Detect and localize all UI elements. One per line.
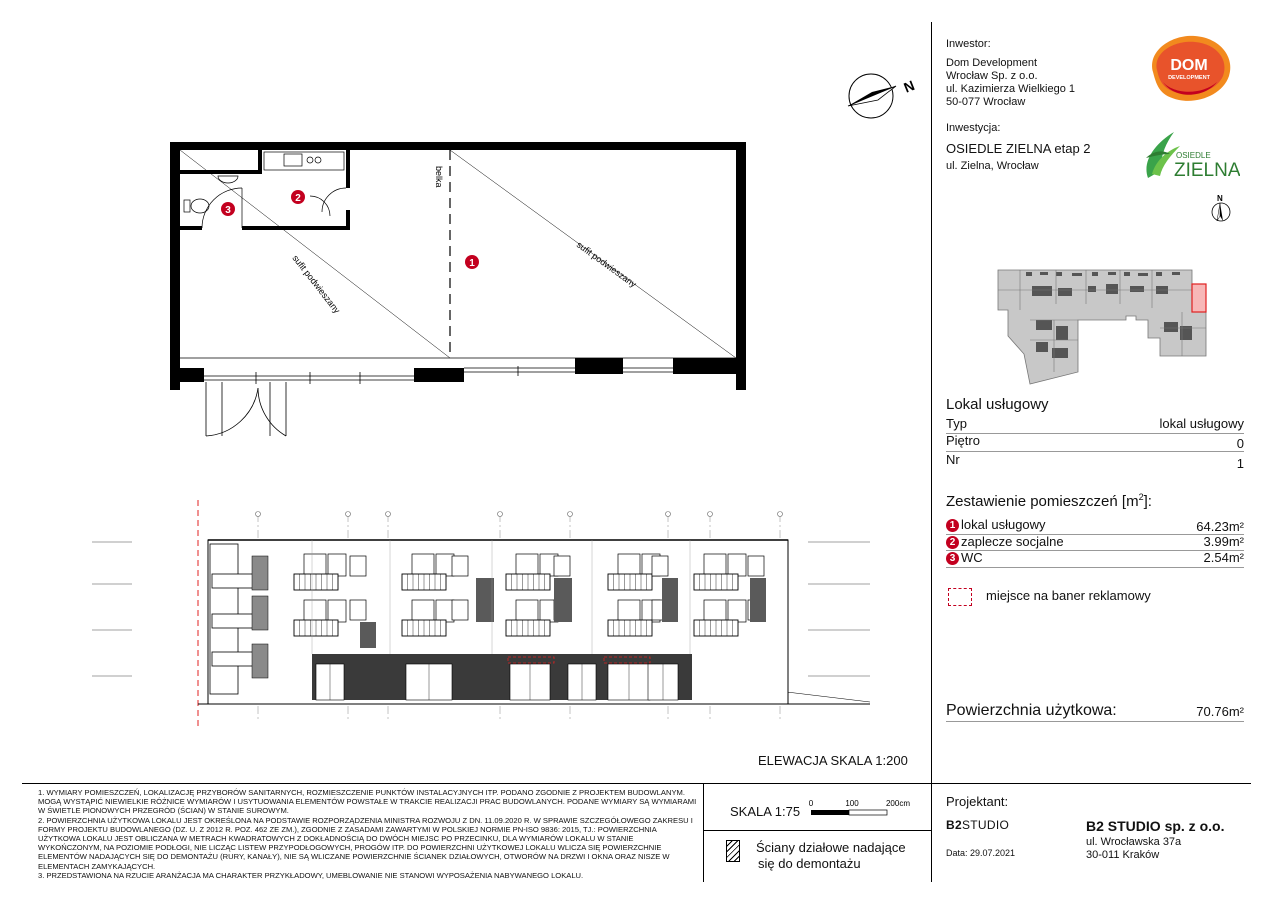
investor-line: 50-077 Wrocław xyxy=(946,96,1026,108)
elevation-drawing xyxy=(80,500,890,730)
investor-block xyxy=(946,38,1146,109)
note-item: 3. PRZEDSTAWIONA NA RZUCIE ARANŻACJA MA CHARAKTER PRZYKŁADOWY, UMEBLOWANIE NIE STANOWI WYPOSAŻENIA NABYWANEGO LOKALU. xyxy=(38,870,584,880)
room-name: WC xyxy=(961,550,983,565)
notes xyxy=(38,788,698,880)
svg-text:100: 100 xyxy=(845,799,859,808)
elevation-dark-panel xyxy=(554,578,572,622)
svg-text:200cm: 200cm xyxy=(885,799,911,808)
unit-row-label: Nr xyxy=(946,452,960,467)
unit-row-number xyxy=(946,452,1244,469)
elevation-window xyxy=(704,554,726,576)
elevation-side-balcony xyxy=(212,614,256,628)
note-item: 1. WYMIARY POMIESZCZEŃ, LOKALIZACJĘ PRZYBORÓW SANITARNYCH, ROZMIESZCZENIE PUNKTÓW INSTALACYJNYCH ITP. PODANO ZGODNIE Z PROJEKTEM BUDOWLANYM. MOGĄ WYSTĄPIĆ NIEWIELKIE RÓŻNICE WYMIARÓW I USYTUOWANIA ELEMENTÓW POWSTAŁE W TRAKCIE REALIZACJI PRAC BUDOWLANYCH. PODANE WYMIARY SĄ WYMIARAMI W ŚWIETLE PIONOWYCH PRZEGRÓD (ŚCIAN) W STANIE SUROWYM. xyxy=(38,788,697,816)
elevation-window xyxy=(618,600,640,622)
total-area-row xyxy=(946,702,1244,722)
elevation-window xyxy=(728,600,746,622)
elevation-window xyxy=(516,600,538,622)
elevation-window xyxy=(412,554,434,576)
designer-label: Projektant: xyxy=(946,794,1009,809)
room-row xyxy=(946,534,1244,551)
elevation-axis-head xyxy=(568,512,573,517)
unit-row-value: 0 xyxy=(1236,436,1244,451)
investment-label: Inwestycja: xyxy=(946,122,1001,134)
room-row xyxy=(946,517,1244,535)
elevation-window xyxy=(704,600,726,622)
label-belka: belka xyxy=(434,166,444,188)
elevation-side-panel xyxy=(252,644,268,678)
elevation-dark-panel xyxy=(360,622,376,648)
unit-row-label: Piętro xyxy=(946,433,980,448)
elevation-label: ELEWACJA SKALA 1:200 xyxy=(758,753,908,768)
elevation-axis-head xyxy=(778,512,783,517)
investor-line: ul. Kazimierza Wielkiego 1 xyxy=(946,83,1075,95)
north-arrow-icon xyxy=(838,66,928,126)
elevation-window xyxy=(652,556,668,576)
elevation-window xyxy=(328,600,346,622)
unit-row-value: lokal usługowy xyxy=(1159,416,1244,431)
unit-row-label: Typ xyxy=(946,416,967,431)
designer-date: Data: 29.07.2021 xyxy=(946,848,1016,858)
elevation-window xyxy=(350,600,366,620)
total-area-label: Powierzchnia użytkowa: xyxy=(946,702,1117,719)
room-badge-2 xyxy=(291,190,305,204)
elevation-dark-panel xyxy=(662,578,678,622)
elevation-window xyxy=(554,556,570,576)
room-name: lokal usługowy xyxy=(961,517,1046,532)
key-plan xyxy=(996,264,1210,388)
elevation-side-panel xyxy=(252,596,268,630)
frame-divider-scale xyxy=(703,830,931,831)
elevation-side-balcony xyxy=(212,652,256,666)
svg-text:3: 3 xyxy=(225,205,231,216)
elevation-window xyxy=(436,600,454,622)
room-number-badge: 3 xyxy=(946,552,959,565)
designer-logo: B2STUDIO xyxy=(946,818,1010,832)
room-number-badge: 2 xyxy=(946,536,959,549)
designer-address: ul. Wrocławska 37a 30-011 Kraków xyxy=(1086,836,1182,861)
room-area: 3.99m² xyxy=(1203,534,1244,549)
osiedle-zielna-logo xyxy=(1140,128,1240,180)
elevation-axis-head xyxy=(386,512,391,517)
zielna-logo-main: ZIELNA xyxy=(1174,160,1240,180)
banner-legend-swatch xyxy=(948,588,972,606)
elevation-window xyxy=(452,600,468,620)
elevation-window xyxy=(350,556,366,576)
elevation-side-balcony xyxy=(212,574,256,588)
dom-development-logo xyxy=(1143,32,1235,104)
unit-row-type xyxy=(946,416,1244,434)
floor-plan xyxy=(160,136,760,446)
elevation-window xyxy=(304,600,326,622)
elevation-window xyxy=(328,554,346,576)
dom-logo-sub: DEVELOPMENT xyxy=(1168,75,1210,81)
svg-text:2: 2 xyxy=(295,193,301,204)
investment-address: ul. Zielna, Wrocław xyxy=(946,160,1039,172)
zielna-logo-top: OSIEDLE xyxy=(1176,151,1211,160)
elevation-side-panel xyxy=(252,556,268,590)
investment-name: OSIEDLE ZIELNA etap 2 xyxy=(946,141,1091,156)
unit-row-floor xyxy=(946,433,1244,452)
svg-text:0: 0 xyxy=(808,799,814,808)
elevation-dark-panel xyxy=(750,578,766,622)
room-row xyxy=(946,550,1244,568)
north-arrow-small-icon xyxy=(1207,192,1235,224)
investor-line: Dom Development xyxy=(946,57,1038,69)
elevation-window xyxy=(618,554,640,576)
investor-line: Wrocław Sp. z o.o. xyxy=(946,70,1038,82)
frame-divider-notes xyxy=(703,784,704,882)
elevation-dark-panel xyxy=(476,578,494,622)
elevation-axis-head xyxy=(346,512,351,517)
elevation-window xyxy=(452,556,468,576)
investor-label: Inwestor: xyxy=(946,38,991,50)
room-area: 2.54m² xyxy=(1203,550,1244,565)
dom-logo-text: DOM xyxy=(1170,57,1208,74)
note-item: 2. POWIERZCHNIA UŻYTKOWA LOKALU JEST OKREŚLONA NA PODSTAWIE ROZPORZĄDZENIA MINISTRA ROZWOJU Z DN. 11.09.2020 R. W SPRAWIE SZCZEGÓŁOWEGO ZAKRESU I FORMY PROJEKTU BUDOWLANEGO (DZ. U. Z 2012 R. POZ. 462 ZE ZM.), ZGODNIE Z ZASADAMI ZAWARTYMI W POLSKIEJ NORMIE PN-ISO 9836: 2015, TJ.: POWIERZCHNIA UŻYTKOWA LOKALU JEST OBLICZANA W METRACH KWADRATOWYCH Z DOKŁADNOŚCIĄ DO DWÓCH MIEJSC PO PRZECINKU, DLA WYMIARÓW LOKALU W STANIE WYKOŃCZONYM, NA POZIOMIE PODŁOGI, NIE LICZĄC LISTEW PRZYPODŁOGOWYCH, PROGÓW ITP. DO POWIERZCHNI UŻYTKOWEJ LOKALU WLICZA SIĘ POWIERZCHNIE ELEMENTÓW NADAJĄCYCH SIĘ DO DEMONTAŻU (RURY, KANAŁY), NIE SĄ WLICZANE POWIERZCHNIE ŚCIANEK DZIAŁOWYCH, OTWORÓW NA DRZWI I OKNA ORAZ NISZE W ELEMENTACH ZAMYKAJĄCYCH. xyxy=(38,815,693,871)
svg-text:1: 1 xyxy=(469,258,475,269)
elevation-window xyxy=(516,554,538,576)
banner-legend-label: miejsce na baner reklamowy xyxy=(986,588,1151,603)
elevation-window xyxy=(304,554,326,576)
room-badge-1 xyxy=(465,255,479,269)
label-sufit-left: sufit podwieszany xyxy=(290,253,343,316)
room-name: zaplecze socjalne xyxy=(961,534,1064,549)
elevation-axis-head xyxy=(498,512,503,517)
elevation-axis-head xyxy=(256,512,261,517)
frame-divider-vertical xyxy=(931,22,932,882)
designer-name: B2 STUDIO sp. z o.o. xyxy=(1086,818,1225,834)
svg-text:N: N xyxy=(1217,194,1223,203)
scale-label: SKALA 1:75 xyxy=(730,804,801,819)
room-area: 64.23m² xyxy=(1196,519,1244,534)
room-number-badge: 1 xyxy=(946,519,959,532)
label-sufit-right: sufit podwieszany xyxy=(574,239,639,290)
hatch-legend-label: Ściany działowe nadające się do demontażu xyxy=(756,840,906,871)
unit-row-value: 1 xyxy=(1236,456,1244,471)
rooms-title: Zestawienie pomieszczeń $[m^2]$: xyxy=(946,492,1152,510)
unit-title: Lokal usługowy xyxy=(946,396,1049,413)
room-badge-3 xyxy=(221,202,235,216)
frame-divider-horizontal xyxy=(22,783,1251,784)
elevation-axis-head xyxy=(708,512,713,517)
investment-block xyxy=(946,122,1146,173)
elevation-window xyxy=(436,554,454,576)
elevation-window xyxy=(412,600,434,622)
hatch-legend-swatch xyxy=(726,840,740,862)
total-area-value: 70.76m² xyxy=(1196,704,1244,719)
scale-bar xyxy=(808,797,918,823)
elevation-window xyxy=(728,554,746,576)
elevation-window xyxy=(748,556,764,576)
svg-text:N: N xyxy=(901,77,917,96)
elevation-axis-head xyxy=(666,512,671,517)
